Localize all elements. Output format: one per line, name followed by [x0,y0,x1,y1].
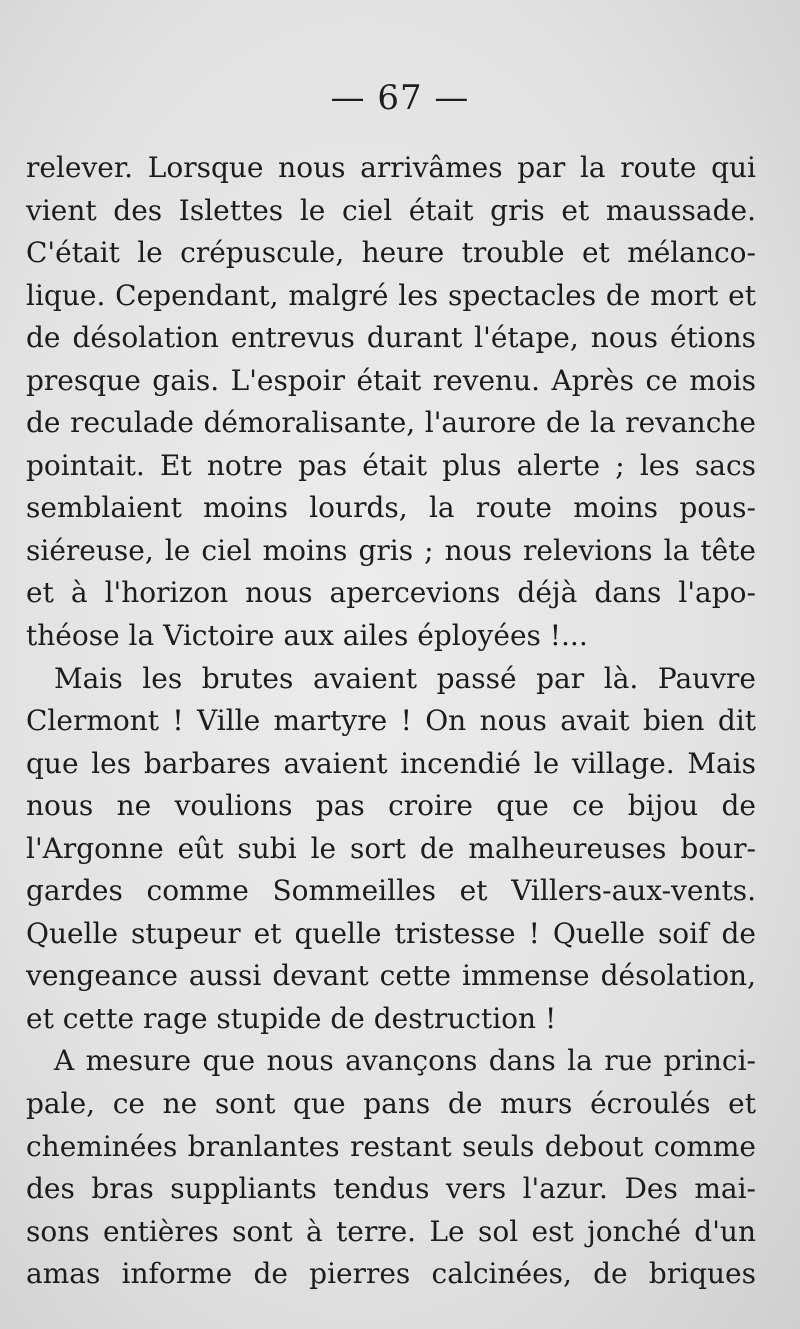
text-line: de reculade démoralisante, l'aurore de la revanche [26,406,756,440]
text-line: A mesure que nous avançons dans la rue princi- [54,1044,756,1078]
text-line: siéreuse, le ciel moins gris ; nous relevions la tête [26,533,756,567]
text-line: presque gais. L'espoir était revenu. Après ce mois [26,363,756,397]
text-line: sons entières sont à terre. Le sol est jonché d'un [26,1214,756,1248]
text-line: nous ne voulions pas croire que ce bijou de [26,789,756,823]
text-line: C'était le crépuscule, heure trouble et mélanco- [26,236,756,270]
text-line: vient des Islettes le ciel était gris et maussade. [26,193,756,227]
page-number: — 67 — [330,78,470,118]
text-line: relever. Lorsque nous arrivâmes par la route qui [26,151,756,184]
text-line: gardes comme Sommeilles et Villers-aux-vents. [26,874,756,908]
text-line: que les barbares avaient incendié le village. Mais [26,746,756,780]
text-line: théose la Victoire aux ailes éployées !... [26,619,588,653]
text-line: de désolation entrevus durant l'étape, nous étions [26,321,756,355]
text-line: l'Argonne eût subi le sort de malheureuses bour- [26,831,756,865]
text-line: lique. Cependant, malgré les spectacles de mort et [26,278,756,312]
text-line: Clermont ! Ville martyre ! On nous avait bien dit [26,704,756,738]
text-line: des bras suppliants tendus vers l'azur. Des mai- [26,1172,756,1206]
text-line: et à l'horizon nous apercevions déjà dans l'apo- [26,576,756,610]
text-line: Quelle stupeur et quelle tristesse ! Quelle soif de [26,916,756,950]
text-line: amas informe de pierres calcinées, de briques [26,1257,756,1291]
text-line: et cette rage stupide de destruction ! [26,1001,557,1035]
text-line: cheminées branlantes restant seuls debout comme [26,1129,756,1163]
text-line: pale, ce ne sont que pans de murs écroulés et [26,1087,756,1121]
body-text [26,147,756,1296]
text-line: vengeance aussi devant cette immense désolation, [26,959,756,993]
text-line: pointait. Et notre pas était plus alerte ; les sacs [26,448,756,482]
text-line: semblaient moins lourds, la route moins pous- [26,491,756,525]
text-line: Mais les brutes avaient passé par là. Pauvre [54,661,756,695]
